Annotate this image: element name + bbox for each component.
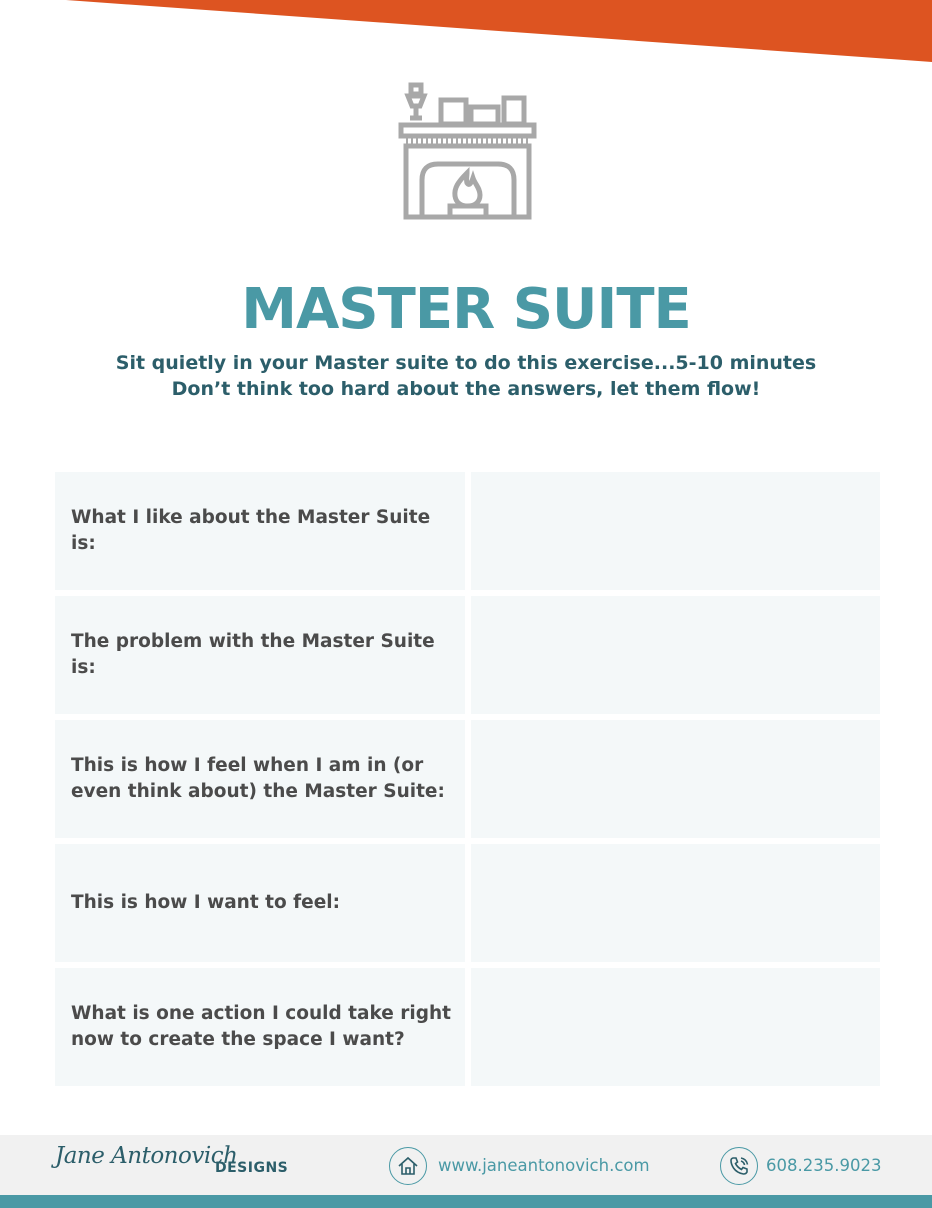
question-cell [55, 968, 465, 1086]
question-text: What I like about the Master Suite is: [71, 507, 431, 554]
worksheet-row [55, 720, 880, 838]
answer-cell[interactable] [471, 720, 880, 838]
website-link[interactable]: www.janeantonovich.com [438, 1156, 650, 1175]
worksheet-row [55, 596, 880, 714]
question-text: What is one action I could take right now to create the space I want? [71, 1003, 451, 1050]
fireplace-icon [398, 80, 538, 222]
question-text: The problem with the Master Suite is: [71, 631, 435, 678]
page-title: MASTER SUITE [241, 277, 691, 342]
answer-cell[interactable] [471, 844, 880, 962]
worksheet-row [55, 968, 880, 1086]
worksheet-row [55, 844, 880, 962]
question-text: This is how I want to feel: [71, 892, 341, 913]
logo-designs: DESIGNS [215, 1160, 289, 1176]
question-cell [55, 596, 465, 714]
home-icon [389, 1147, 427, 1185]
top-accent-banner [0, 0, 932, 70]
answer-cell[interactable] [471, 596, 880, 714]
question-cell [55, 720, 465, 838]
instruction-line-1: Sit quietly in your Master suite to do this exercise...5-10 minutes [115, 352, 817, 374]
logo-script: Jane Antonovich [55, 1143, 238, 1169]
phone-icon [720, 1147, 758, 1185]
worksheet-row [55, 472, 880, 590]
answer-cell[interactable] [471, 968, 880, 1086]
question-text: This is how I feel when I am in (or even think about) the Master Suite: [71, 755, 445, 802]
phone-number: 608.235.9023 [766, 1156, 882, 1175]
question-cell [55, 844, 465, 962]
instructions [0, 350, 932, 402]
instruction-line-2: Don’t think too hard about the answers, let them flow! [171, 378, 761, 400]
footer-accent-bar [0, 1195, 932, 1208]
answer-cell[interactable] [471, 472, 880, 590]
question-cell [55, 472, 465, 590]
